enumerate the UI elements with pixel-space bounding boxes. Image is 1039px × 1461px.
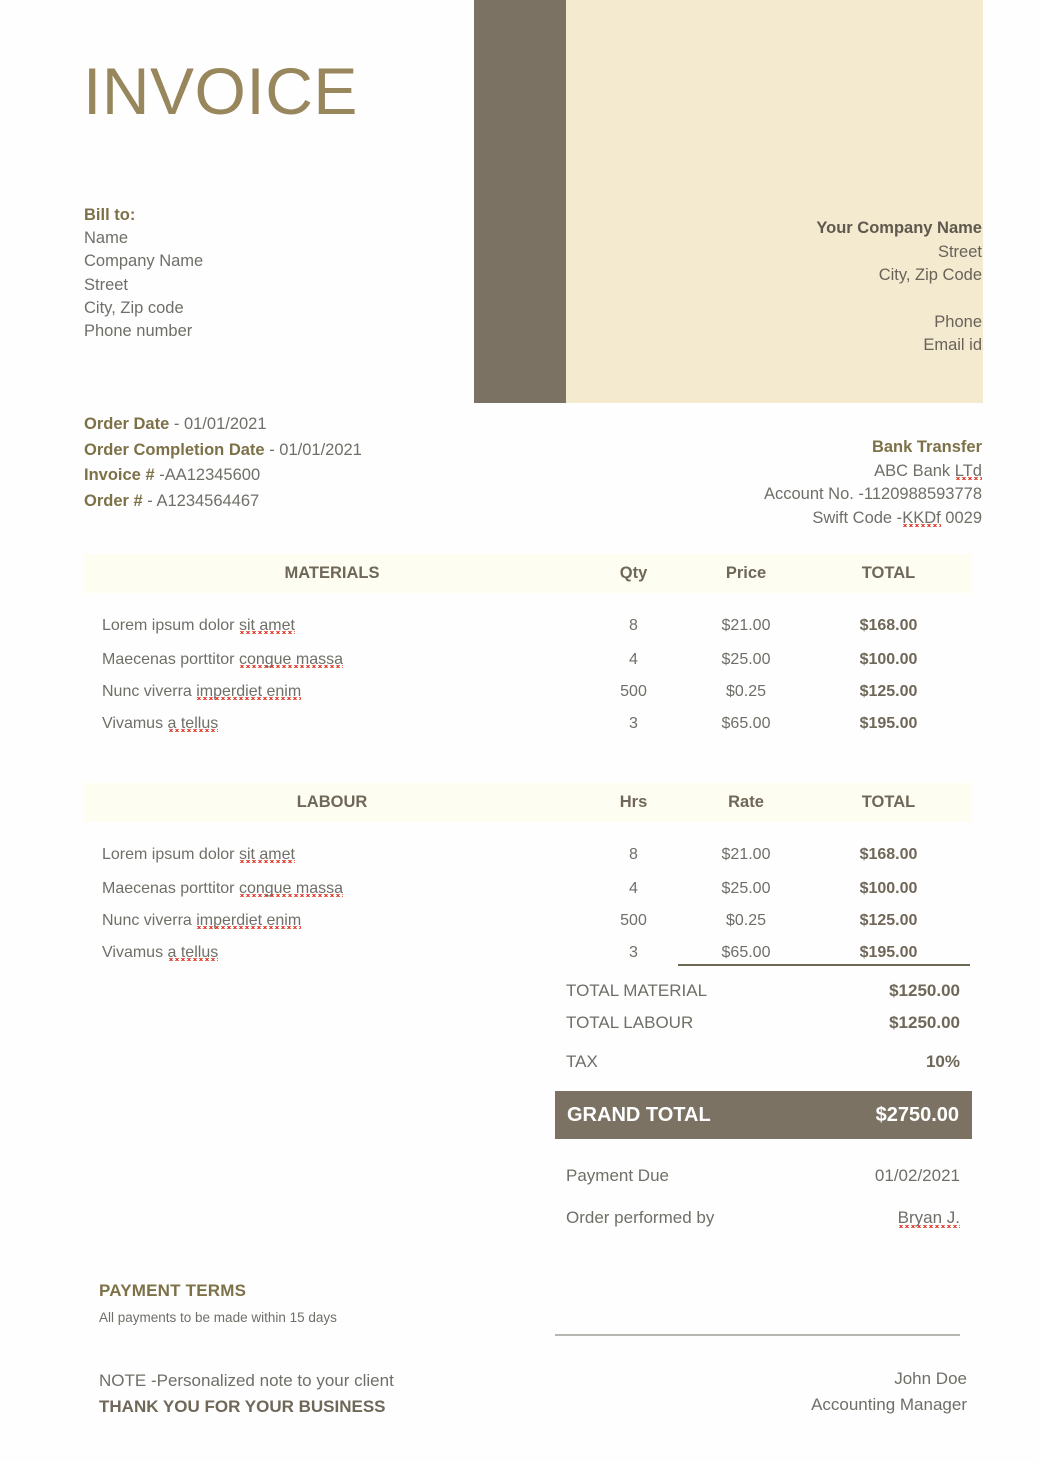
page-title: INVOICE — [83, 54, 358, 128]
note-block — [99, 1368, 569, 1420]
row-hrs: 500 — [620, 912, 647, 929]
row-total: $168.00 — [859, 616, 918, 634]
company-name: Your Company Name — [816, 219, 982, 237]
invoice-number-row — [84, 463, 514, 489]
payment-due-row — [555, 1155, 972, 1197]
row-hrs: 8 — [629, 845, 638, 863]
row-qty: 4 — [629, 651, 638, 668]
labour-header-rate: Rate — [728, 793, 764, 811]
summary-row-total-labour — [555, 1007, 972, 1039]
bill-to-heading: Bill to: — [84, 206, 136, 224]
summary-row-total-material — [555, 975, 972, 1007]
company-street: Street — [937, 242, 982, 261]
table-row — [84, 676, 972, 708]
order-performed-by-row — [555, 1197, 972, 1239]
row-rate: $65.00 — [721, 944, 771, 961]
bill-to-city-zip: City, Zip code — [84, 298, 184, 317]
bank-name: ABC Bank LTd — [874, 461, 982, 480]
row-rate: $0.25 — [725, 912, 767, 929]
summary-row-tax — [555, 1046, 972, 1078]
order-date-value: - 01/01/2021 — [173, 415, 267, 433]
payment-terms-block — [99, 1281, 519, 1325]
row-total: $168.00 — [859, 845, 918, 863]
bill-to-company: Company Name — [84, 252, 204, 271]
labour-header-total: TOTAL — [861, 793, 916, 811]
payment-terms-text: All payments to be made within 15 days — [99, 1310, 337, 1325]
row-total: $100.00 — [859, 651, 918, 668]
order-number-row — [84, 489, 514, 515]
row-total: $100.00 — [859, 880, 918, 897]
personalized-note: NOTE -Personalized note to your client — [99, 1371, 394, 1390]
row-description: Vivamus a tellus — [102, 715, 219, 732]
row-qty: 3 — [629, 715, 638, 732]
company-phone: Phone — [934, 312, 982, 331]
row-price: $65.00 — [721, 715, 771, 732]
row-price: $0.25 — [725, 683, 767, 700]
thank-you-message: THANK YOU FOR YOUR BUSINESS — [99, 1397, 386, 1416]
materials-table-header — [84, 554, 972, 593]
row-total: $125.00 — [859, 683, 918, 700]
order-completion-value: - 01/01/2021 — [269, 440, 362, 459]
table-row — [84, 708, 972, 740]
table-row — [84, 905, 972, 937]
company-spacer — [662, 288, 982, 311]
row-description: Lorem ipsum dolor sit amet — [102, 845, 295, 863]
payment-info-block — [555, 1155, 972, 1239]
grand-total-label: GRAND TOTAL — [567, 1103, 711, 1126]
row-total: $195.00 — [859, 715, 918, 732]
row-price: $21.00 — [721, 616, 771, 634]
summary-divider — [678, 964, 970, 966]
company-block — [662, 217, 982, 358]
table-row — [84, 836, 972, 873]
order-meta-block — [84, 412, 514, 514]
invoice-number-value: -AA12345600 — [159, 466, 261, 485]
signature-block — [547, 1366, 967, 1418]
total-material-value: $1250.00 — [889, 981, 960, 1000]
summary-block — [555, 975, 972, 1078]
materials-header-qty: Qty — [619, 564, 648, 582]
bank-account-number: Account No. -1120988593778 — [763, 485, 982, 503]
row-description: Nunc viverra imperdiet enim — [102, 912, 302, 929]
row-description: Maecenas porttitor congue massa — [102, 651, 344, 668]
payment-due-value: 01/02/2021 — [874, 1166, 960, 1185]
labour-table — [84, 783, 972, 969]
tax-value: 10% — [925, 1052, 960, 1071]
materials-header-desc: MATERIALS — [284, 564, 380, 582]
row-description: Maecenas porttitor congue massa — [102, 880, 344, 897]
bank-transfer-block — [582, 436, 982, 530]
bill-to-phone: Phone number — [84, 322, 193, 341]
signer-name: John Doe — [894, 1369, 967, 1388]
table-row — [84, 873, 972, 905]
grand-total-bar — [555, 1091, 972, 1139]
payment-due-label: Payment Due — [566, 1166, 669, 1185]
signer-title: Accounting Manager — [811, 1395, 967, 1414]
labour-table-header — [84, 783, 972, 822]
row-qty: 500 — [620, 683, 647, 700]
labour-header-desc: LABOUR — [296, 793, 368, 811]
row-total: $195.00 — [859, 944, 918, 961]
tax-label: TAX — [566, 1052, 598, 1071]
payment-terms-heading: PAYMENT TERMS — [99, 1281, 247, 1300]
bill-to-block — [84, 204, 414, 343]
company-city-zip: City, Zip Code — [878, 266, 982, 284]
labour-header-hrs: Hrs — [619, 793, 648, 811]
row-rate: $25.00 — [721, 880, 771, 897]
performed-by-label: Order performed by — [566, 1208, 715, 1227]
order-completion-label: Order Completion Date — [84, 440, 265, 459]
materials-header-total: TOTAL — [861, 564, 916, 582]
order-date-row — [84, 412, 514, 438]
order-date-label: Order Date — [84, 415, 170, 433]
order-completion-row — [84, 438, 514, 464]
performed-by-value: Bryan J. — [897, 1207, 960, 1227]
order-number-value: - A1234564467 — [147, 491, 260, 510]
row-description: Lorem ipsum dolor sit amet — [102, 616, 295, 634]
bank-swift-code: Swift Code -KKDf 0029 — [812, 508, 982, 527]
total-material-label: TOTAL MATERIAL — [566, 981, 708, 1000]
materials-table — [84, 554, 972, 740]
signature-line — [555, 1334, 960, 1336]
row-hrs: 4 — [629, 880, 638, 897]
bill-to-name: Name — [84, 229, 129, 248]
row-description: Vivamus a tellus — [102, 944, 219, 961]
row-price: $25.00 — [721, 651, 771, 668]
table-row — [84, 644, 972, 676]
total-labour-label: TOTAL LABOUR — [566, 1013, 694, 1032]
header-dark-band — [474, 0, 566, 403]
row-description: Nunc viverra imperdiet enim — [102, 683, 302, 700]
row-qty: 8 — [629, 616, 638, 634]
row-rate: $21.00 — [721, 845, 771, 863]
order-number-label: Order # — [84, 491, 143, 510]
row-total: $125.00 — [859, 912, 918, 929]
bank-name-misspelling: LTd — [954, 461, 982, 480]
invoice-number-label: Invoice # — [84, 466, 155, 485]
swift-code-misspelling: KKDf — [902, 508, 941, 527]
total-labour-value: $1250.00 — [889, 1013, 960, 1032]
materials-header-price: Price — [725, 564, 767, 582]
table-row — [84, 607, 972, 644]
company-email: Email id — [923, 336, 982, 354]
row-hrs: 3 — [629, 944, 638, 961]
bank-transfer-heading: Bank Transfer — [871, 438, 982, 456]
grand-total-value: $2750.00 — [875, 1103, 959, 1126]
bill-to-street: Street — [84, 275, 129, 294]
